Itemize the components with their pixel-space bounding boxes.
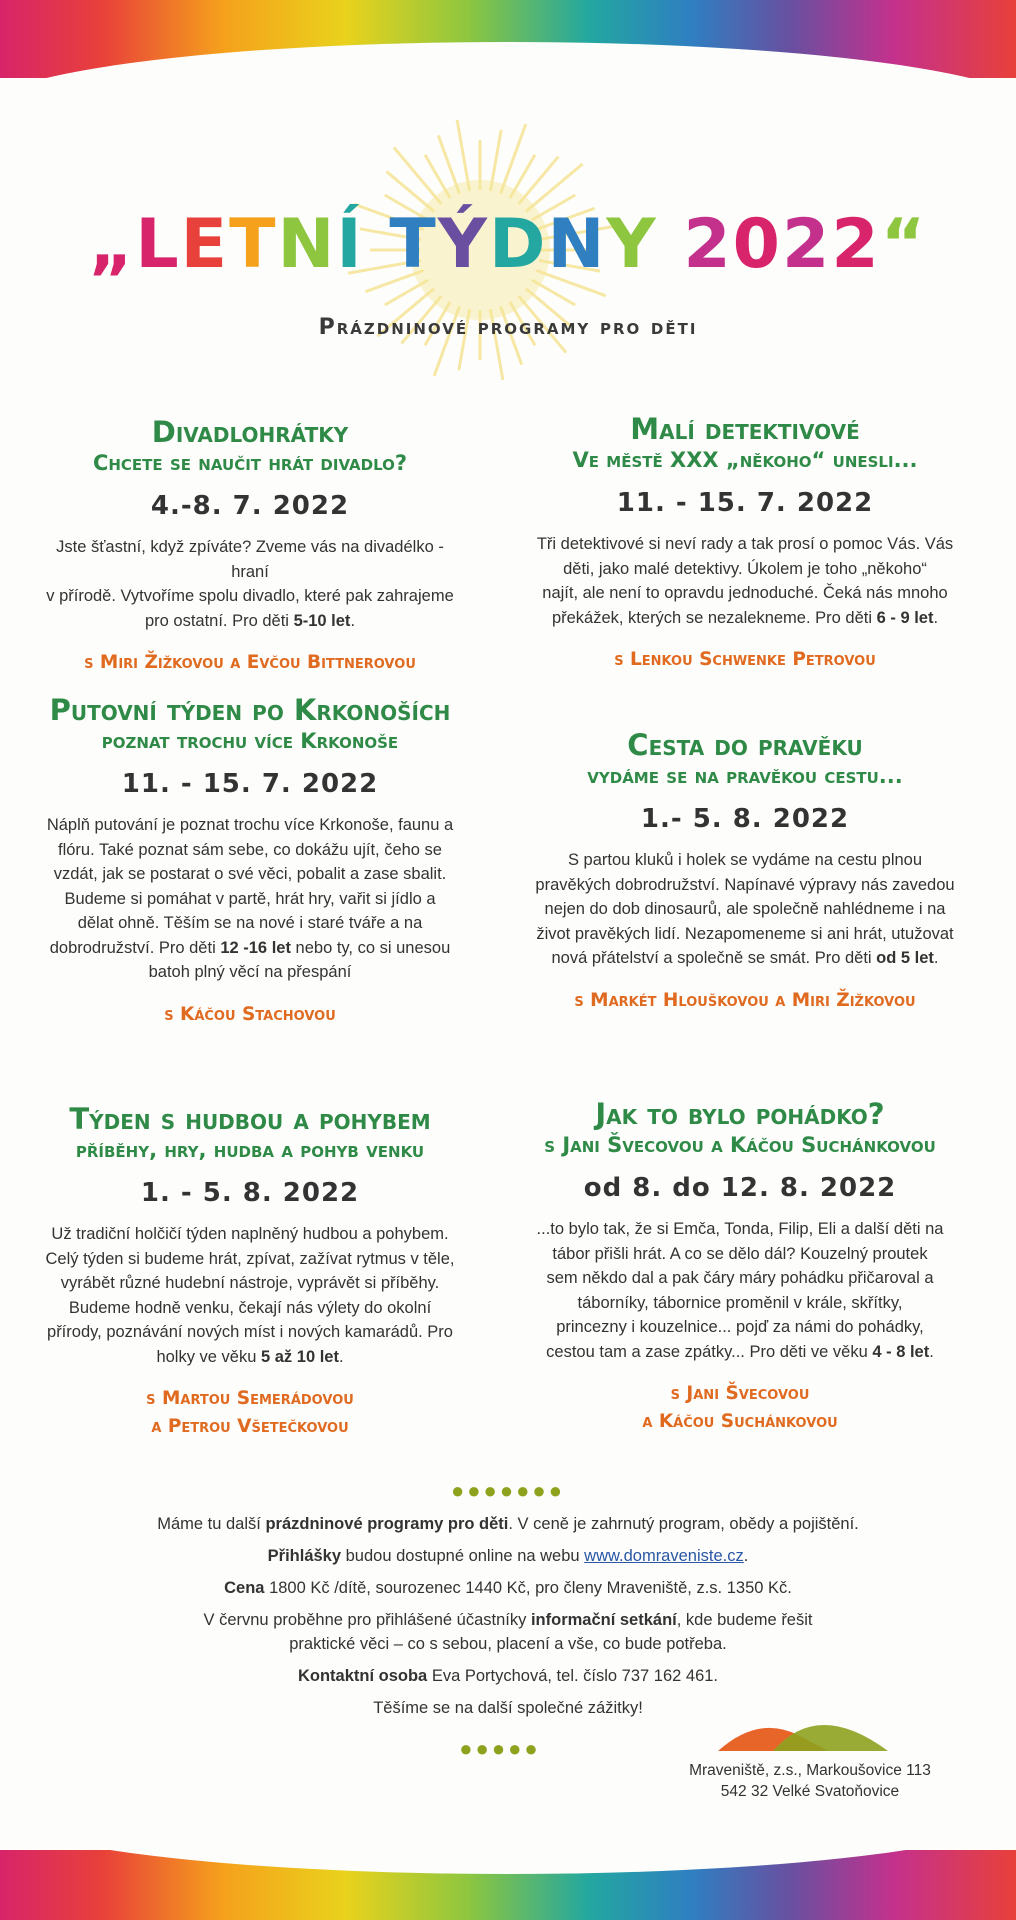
- sun-ray: [394, 147, 442, 204]
- title-letter: 0: [732, 205, 782, 284]
- program-card-jak-to-bylo-pohadko: [490, 1097, 990, 1436]
- program-title: Divadlohrátky: [151, 415, 349, 449]
- program-description: Náplň putování je poznat trochu více Krkonoše, faunu a flóru. Také poznat sám sebe, co dokážu ujít, čeho se vzdát, jak se postarat o své věci, pobalit a zase sbalit. Budeme si pomáhat v partě, hrát hry, vařit si jídlo a dělat ohně. Těším se na nové i staré tváře a na dobrodružství. Pro děti 12 -16 let nebo ty, co si unesou batoh plný věcí na přespání: [46, 816, 454, 981]
- title-letter: Y: [606, 205, 684, 284]
- title-letter: Í: [336, 205, 390, 284]
- footer-line-practical: praktické věci – co s sebou, placení a vše, co bude potřeba.: [289, 1635, 727, 1653]
- title-letter: N: [547, 205, 607, 284]
- program-card-cesta-do-praveku: [510, 728, 980, 1015]
- program-card-tyden-s-hudbou: [40, 1102, 460, 1441]
- program-date: 11. - 15. 7. 2022: [121, 769, 379, 799]
- program-title: Putovní týden po Krkonoších: [49, 693, 451, 727]
- title-letter: N: [277, 205, 337, 284]
- program-title: Jak to bylo pohádko?: [595, 1097, 885, 1131]
- program-subtitle: vydáme se na pravěkou cestu...: [587, 764, 903, 788]
- program-date: od 8. do 12. 8. 2022: [583, 1173, 897, 1203]
- program-description: Už tradiční holčičí týden naplněný hudbou a pohybem. Celý týden si budeme hrát, zpívat, zažívat rytmus v těle, vyrábět různé hudební nástroje, vyprávět si příběhy. Budeme hodně venku, čekají nás výlety do okolní přírody, poznávání nových míst i nových kamarádů. Pro holky ve věku 5 až 10 let.: [45, 1225, 455, 1366]
- title-letter: 2: [831, 205, 881, 284]
- program-description: S partou kluků i holek se vydáme na cestu plnou pravěkých dobrodružství. Napínavé výpravy nás zavedou nejen do dob dinosaurů, ale společně nahlédneme i na život pravěkých lidí. Nezapomeneme si ani hrát, utužovat nová přátelství a společně se smát. Pro děti od 5 let.: [535, 851, 955, 967]
- program-leaders: s Martou Semerádovou a Petrou Všetečkovou: [146, 1388, 354, 1437]
- mraveniste-logo-hills: [718, 1705, 888, 1753]
- decorative-dots-top: ●●●●●●●: [450, 1478, 566, 1503]
- footer-line-registration: Přihlášky budou dostupné online na webu www.domraveniste.cz.: [267, 1547, 749, 1565]
- rainbow-border-top: [0, 0, 1016, 78]
- sun-ray: [501, 124, 526, 194]
- footer-line-price: Cena 1800 Kč /dítě, sourozenec 1440 Kč, pro členy Mraveniště, z.s. 1350 Kč.: [224, 1579, 792, 1597]
- program-description: ...to bylo tak, že si Emča, Tonda, Filip, Eli a další děti na tábor přišli hrát. A co se dělo dál? Kouzelný proutek sem někdo dal a pak čáry máry pohádku přičaroval a táborníky, tábornice proměnil v krále, skřítky, princezny i kouzelnice... pojď za námi do pohádky, cestou tam a zase zpátky... Pro děti ve věku 4 - 8 let.: [536, 1220, 944, 1361]
- program-leaders: s Lenkou Schwenke Petrovou: [614, 649, 876, 670]
- program-leaders: s Jani Švecovou a Káčou Suchánkovou: [642, 1383, 838, 1432]
- title-letter: 2: [782, 205, 832, 284]
- decorative-dots-bottom: ●●●●●: [459, 1736, 541, 1761]
- program-title: Malí detektivové: [630, 412, 860, 446]
- program-subtitle: Chcete se naučit hrát divadlo?: [92, 451, 408, 475]
- program-title: Týden s hudbou a pohybem: [69, 1102, 431, 1136]
- title-letter: D: [489, 205, 548, 284]
- title-letter: „L: [88, 205, 181, 284]
- title-letter: T: [389, 205, 438, 284]
- main-subtitle: Prázdninové programy pro děti: [318, 315, 698, 340]
- main-title: [0, 205, 1016, 285]
- sun-ray: [457, 120, 470, 191]
- program-description: Tři detektivové si neví rady a tak prosí o pomoc Vás. Vás děti, jako malé detektivy. Úkolem je toho „někoho“ najít, ale není to opravdu jednoduché. Čeká nás mnoho překážek, kterých se nezalekneme. Pro děti 6 - 9 let.: [536, 535, 954, 627]
- footer-line-closing: Těšíme se na další společné zážitky!: [373, 1699, 643, 1717]
- program-card-divadlohratky: [40, 415, 460, 677]
- program-date: 1.- 5. 8. 2022: [640, 804, 850, 834]
- title-letter: Ý: [437, 205, 490, 284]
- footer-line-programs: Máme tu další prázdninové programy pro děti. V ceně je zahrnutý program, obědy a pojištění.: [157, 1515, 859, 1533]
- organization-address: Mraveniště, z.s., Markoušovice 113 542 32 Velké Svatoňovice: [689, 1762, 931, 1800]
- program-leaders: s Káčou Stachovou: [164, 1003, 336, 1025]
- program-subtitle: poznat trochu více Krkonoše: [101, 729, 399, 753]
- title-letter: T: [229, 205, 278, 284]
- title-letter: “: [880, 205, 928, 284]
- title-letter: 2: [683, 205, 733, 284]
- program-subtitle: s Jani Švecovou a Káčou Suchánkovou: [544, 1133, 936, 1157]
- program-card-putovni-tyden: [30, 693, 470, 1029]
- program-subtitle: příběhy, hry, hudba a pohyb venku: [75, 1138, 425, 1162]
- footer-line-meeting: V červnu proběhne pro přihlášené účastníky informační setkání, kde budeme řešit: [203, 1611, 813, 1629]
- program-date: 11. - 15. 7. 2022: [616, 488, 874, 518]
- program-leaders: s Markét Hlouškovou a Miri Žižkovou: [574, 989, 916, 1011]
- program-date: 4.-8. 7. 2022: [150, 491, 350, 521]
- website-link[interactable]: www.domraveniste.cz: [584, 1547, 744, 1565]
- program-leaders: s Miri Žižkovou a Evčou Bittnerovou: [84, 652, 416, 673]
- title-letter: E: [180, 205, 230, 284]
- program-title: Cesta do pravěku: [627, 728, 863, 762]
- program-subtitle: Ve městě XXX „někoho“ unesli...: [572, 448, 918, 472]
- footer-line-contact: Kontaktní osoba Eva Portychová, tel. číslo 737 162 461.: [297, 1667, 719, 1685]
- program-date: 1. - 5. 8. 2022: [140, 1178, 360, 1208]
- program-description: Jste šťastní, když zpíváte? Zveme vás na divadélko - hraní v přírodě. Vytvoříme spolu divadlo, které pak zahrajeme pro ostatní. Pro děti 5-10 let.: [46, 538, 454, 630]
- rainbow-border-bottom: [0, 1850, 1016, 1920]
- footer-info: [0, 1512, 1016, 1728]
- program-card-mali-detektivove: [510, 412, 980, 674]
